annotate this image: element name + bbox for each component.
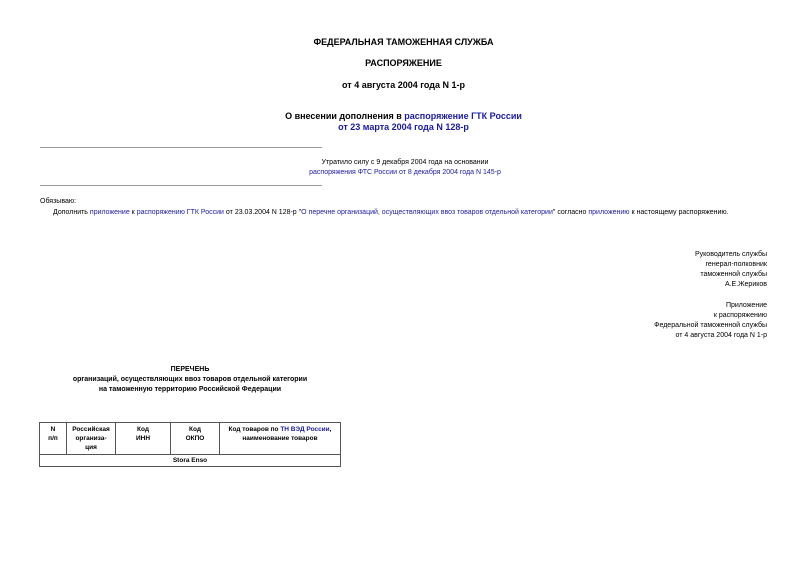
header-okpo [171, 423, 220, 455]
header-goods-suffix: , [329, 426, 332, 433]
list-subtitle-2: на таможенную территорию Российской Федерации [98, 386, 282, 393]
appendix-line-3: Федеральной таможенной службы [654, 322, 767, 329]
agency-title: ФЕДЕРАЛЬНАЯ ТАМОЖЕННАЯ СЛУЖБА [313, 37, 494, 47]
list-title-block [39, 365, 341, 395]
appendix-block [654, 301, 767, 341]
table-header-row [40, 423, 341, 455]
body-text-2: к [129, 209, 137, 216]
document-subject [0, 111, 807, 133]
signature-line-1: Руководитель службы [694, 251, 767, 258]
body-text-3: от 23.03.2004 N 128-р " [223, 209, 302, 216]
link-prilozheniyu[interactable]: приложению [588, 209, 630, 216]
organizations-table [39, 422, 341, 467]
appendix-line-2: к распоряжению [713, 312, 767, 319]
header-goods-line-1 [222, 425, 338, 434]
document-type: РАСПОРЯЖЕНИЕ [365, 58, 442, 68]
header-org-line-3: ция [85, 444, 97, 451]
list-subtitle-1: организаций, осуществляющих ввоз товаров отдельной категории [72, 376, 308, 383]
table-group-row: Stora Enso [40, 455, 341, 467]
header-inn-line-2: ИНН [135, 435, 151, 442]
header-inn-line-1: Код [137, 426, 149, 433]
rule-bottom [40, 185, 322, 186]
header-organization [67, 423, 116, 455]
document-date: от 4 августа 2004 года N 1-р [342, 80, 465, 90]
appendix-line-1: Приложение [725, 302, 767, 309]
signature-line-4: А.Е.Жериков [724, 281, 767, 288]
signature-block [695, 250, 767, 290]
subject-link-order[interactable]: распоряжение ГТК России [404, 111, 522, 121]
body-paragraph [53, 208, 773, 218]
header-goods [220, 423, 341, 455]
header-number-line-1: N [50, 426, 56, 433]
list-title: ПЕРЕЧЕНЬ [170, 366, 210, 373]
validity-line: Утратило силу с 9 декабря 2004 года на основании [321, 159, 489, 166]
header-inn [116, 423, 171, 455]
link-tn-ved[interactable]: ТН ВЭД России [280, 426, 330, 433]
link-prilozhenie[interactable]: приложение [89, 209, 130, 216]
header-okpo-line-1: Код [189, 426, 201, 433]
subject-prefix: О внесении дополнения в [285, 111, 405, 121]
header-org-line-2: организа- [75, 435, 107, 442]
body-text-4: " согласно [552, 209, 589, 216]
body-text-1: Дополнить [53, 209, 90, 216]
table-row [40, 455, 341, 467]
validity-note [295, 158, 515, 178]
body-text-5: к настоящему распоряжению. [629, 209, 729, 216]
header-goods-prefix: Код товаров по [228, 426, 281, 433]
signature-line-2: генерал-полковник [705, 261, 767, 268]
rule-top [40, 147, 322, 148]
validity-link[interactable]: распоряжения ФТС России от 8 декабря 2004 года N 145-р [309, 169, 501, 176]
header-number [40, 423, 67, 455]
header-org-line-1: Российская [72, 426, 110, 433]
subject-link-date[interactable]: от 23 марта 2004 года N 128-р [338, 122, 469, 132]
appendix-line-4: от 4 августа 2004 года N 1-р [675, 332, 767, 339]
link-perechen[interactable]: О перечне организаций, осуществляющих ввоз товаров отдельной категории [301, 209, 553, 216]
signature-line-3: таможенной службы [700, 271, 767, 278]
header-goods-line-2: наименование товаров [242, 435, 318, 442]
header-number-line-2: п/п [48, 435, 58, 442]
header-okpo-line-2: ОКПО [185, 435, 205, 442]
oblige-label: Обязываю: [40, 198, 77, 205]
link-rasporyazhenie[interactable]: распоряжению ГТК России [136, 209, 224, 216]
